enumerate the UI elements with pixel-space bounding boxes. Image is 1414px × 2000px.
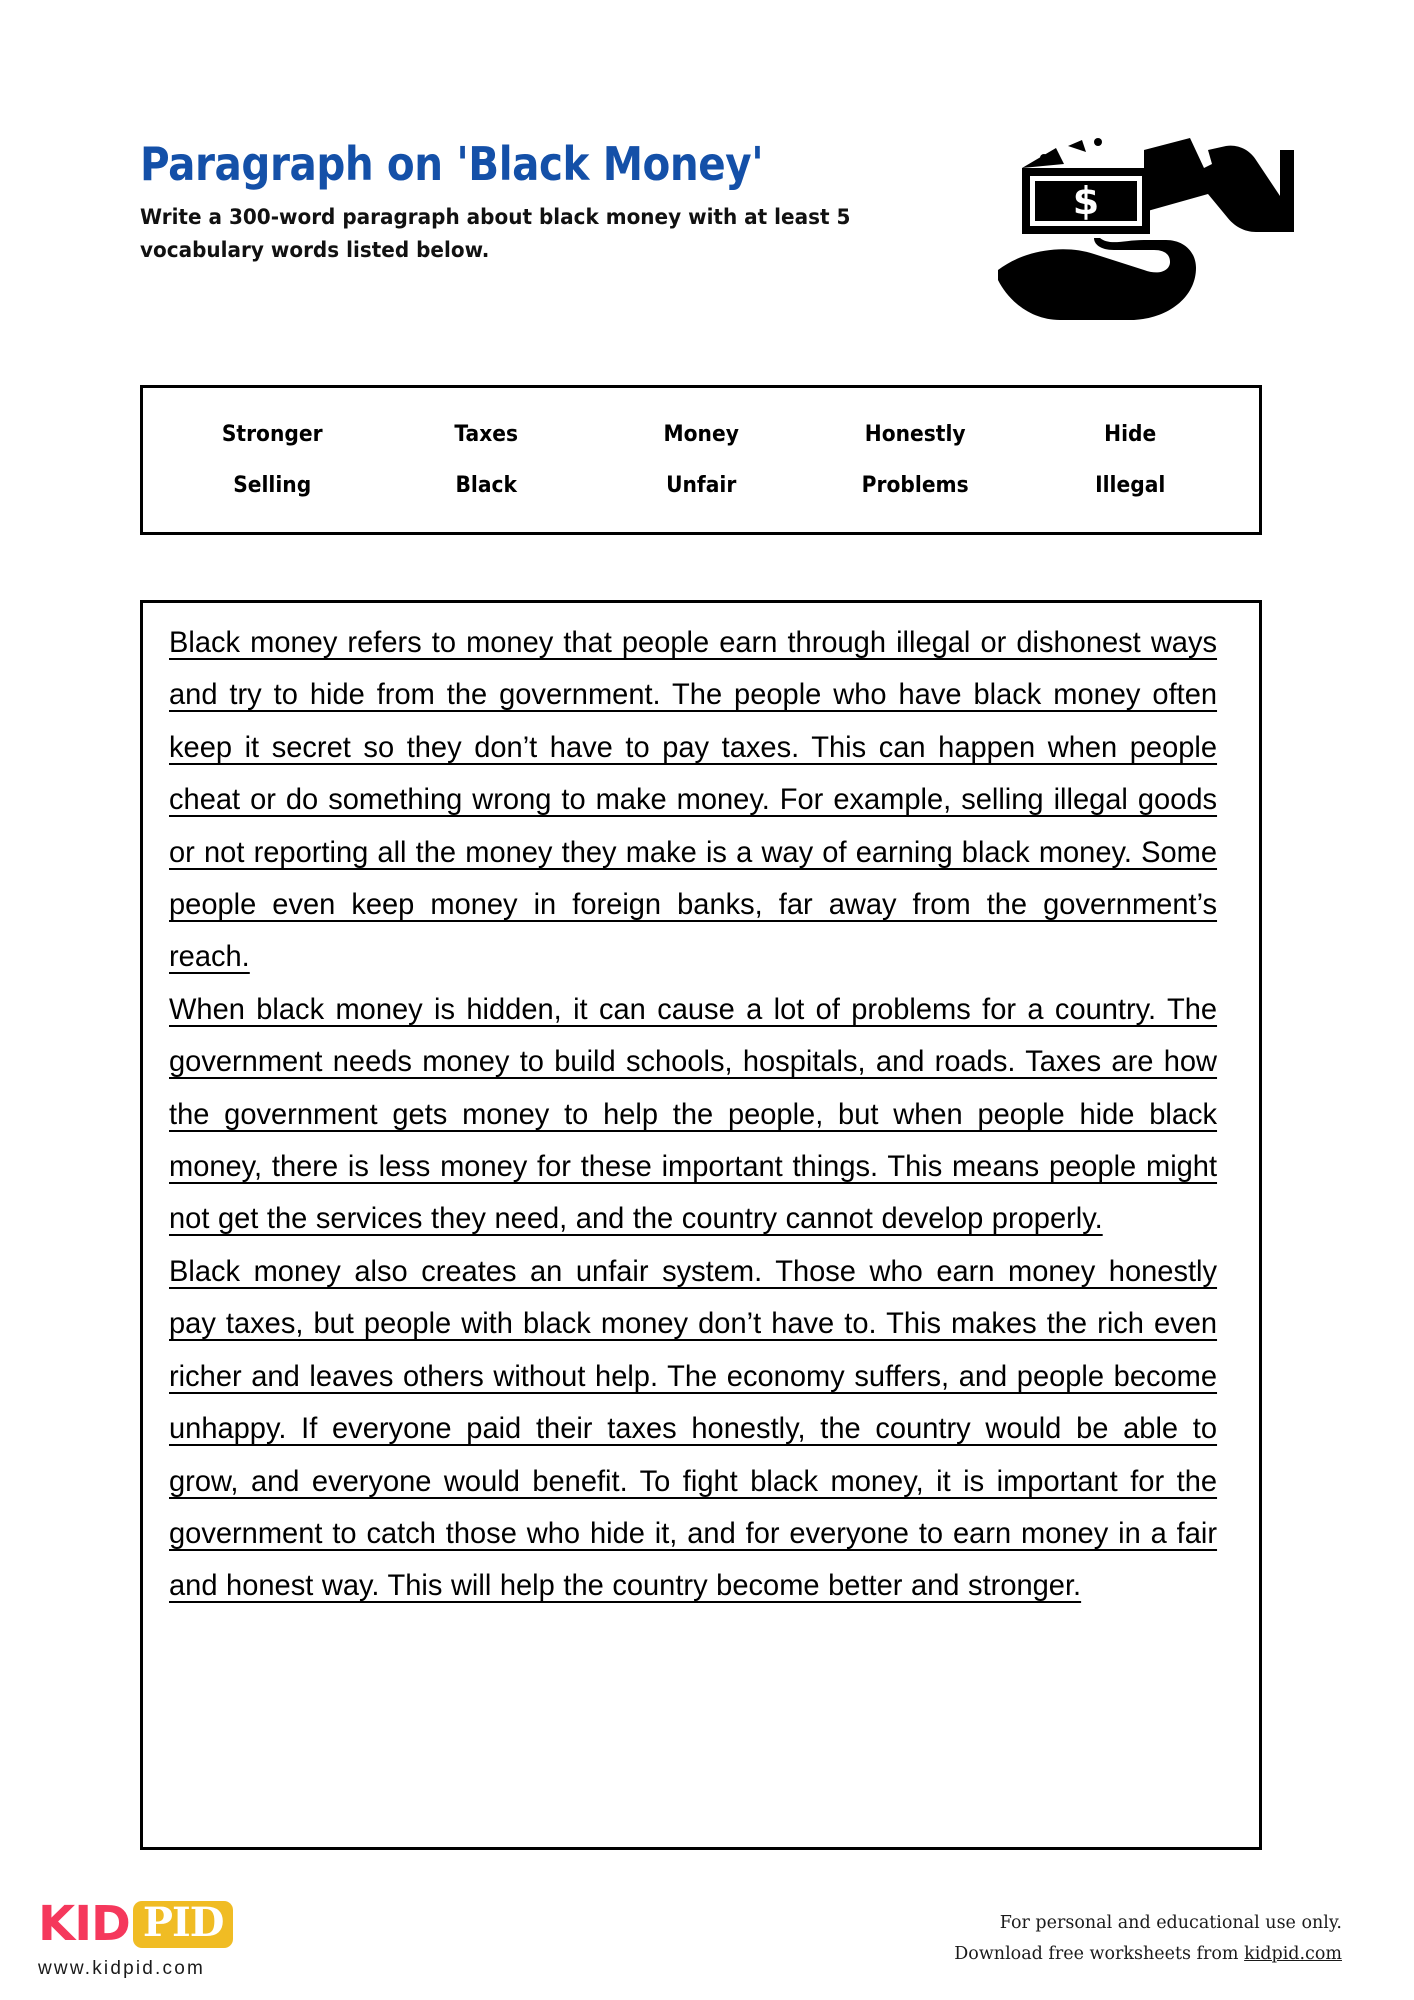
footer-note (954, 1908, 1342, 1969)
answer-box[interactable] (140, 600, 1262, 1850)
header (140, 137, 940, 267)
hand-giving-money-icon (994, 120, 1294, 330)
vocabulary-word: Stronger (221, 422, 323, 447)
logo-mark (38, 1898, 398, 1950)
vocabulary-word: Money (663, 422, 739, 447)
vocabulary-row (143, 422, 1259, 447)
vocabulary-word: Hide (1103, 422, 1156, 447)
footer-usage-line: For personal and educational use only. (999, 1913, 1342, 1933)
vocabulary-word: Honestly (864, 422, 966, 447)
vocabulary-row (143, 473, 1259, 498)
vocabulary-word: Black (455, 473, 518, 498)
vocabulary-word: Illegal (1094, 473, 1165, 498)
page-title: Paragraph on 'Black Money' (140, 137, 764, 191)
vocabulary-word: Taxes (454, 422, 519, 447)
footer-download-prefix: Download free worksheets from (954, 1943, 1245, 1964)
vocabulary-box (140, 385, 1262, 535)
footer-download-line (954, 1939, 1342, 1970)
site-logo[interactable] (38, 1898, 398, 1980)
answer-paragraph: When black money is hidden, it can cause a lot of problems for a country. The government needs money to build schools, hospitals, and roads. Taxes are how the government gets money to help the people, but when people hide black money, there is less money for these important things. This means people might not get the services they need, and the country cannot develop properly. (169, 992, 1218, 1236)
vocabulary-word: Problems (861, 473, 969, 498)
answer-paragraph: Black money also creates an unfair system. Those who earn money honestly pay taxes, but people with black money don’t have to. This makes the rich even richer and leaves others without help. The economy suffers, and people become unhappy. If everyone paid their taxes honestly, the country would be able to grow, and everyone would benefit. To fight black money, it is important for the government to catch those who hide it, and for everyone to earn money in a fair and honest way. This will help the country become better and stronger. (169, 1254, 1218, 1603)
vocabulary-word: Selling (233, 473, 312, 498)
logo-kid-text: KID (38, 1896, 130, 1952)
footer-kidpid-link[interactable]: kidpid.com (1244, 1943, 1342, 1964)
logo-pid-badge (133, 1898, 233, 1948)
vocabulary-word: Unfair (665, 473, 737, 498)
site-url: www.kidpid.com (38, 1958, 206, 1979)
logo-pid-text: PID (142, 1898, 224, 1946)
page-instructions: Write a 300-word paragraph about black money with at least 5 vocabulary words listed below. (140, 205, 851, 263)
answer-paragraph: Black money refers to money that people earn through illegal or dishonest ways and try to hide from the government. The people who have black money often keep it secret so they don’t have to pay taxes. This can happen when people cheat or do something wrong to make money. For example, selling illegal goods or not reporting all the money they make is a way of earning black money. Some people even keep money in foreign banks, far away from the government’s reach. (169, 626, 1218, 974)
svg-text:$: $ (1072, 179, 1100, 223)
